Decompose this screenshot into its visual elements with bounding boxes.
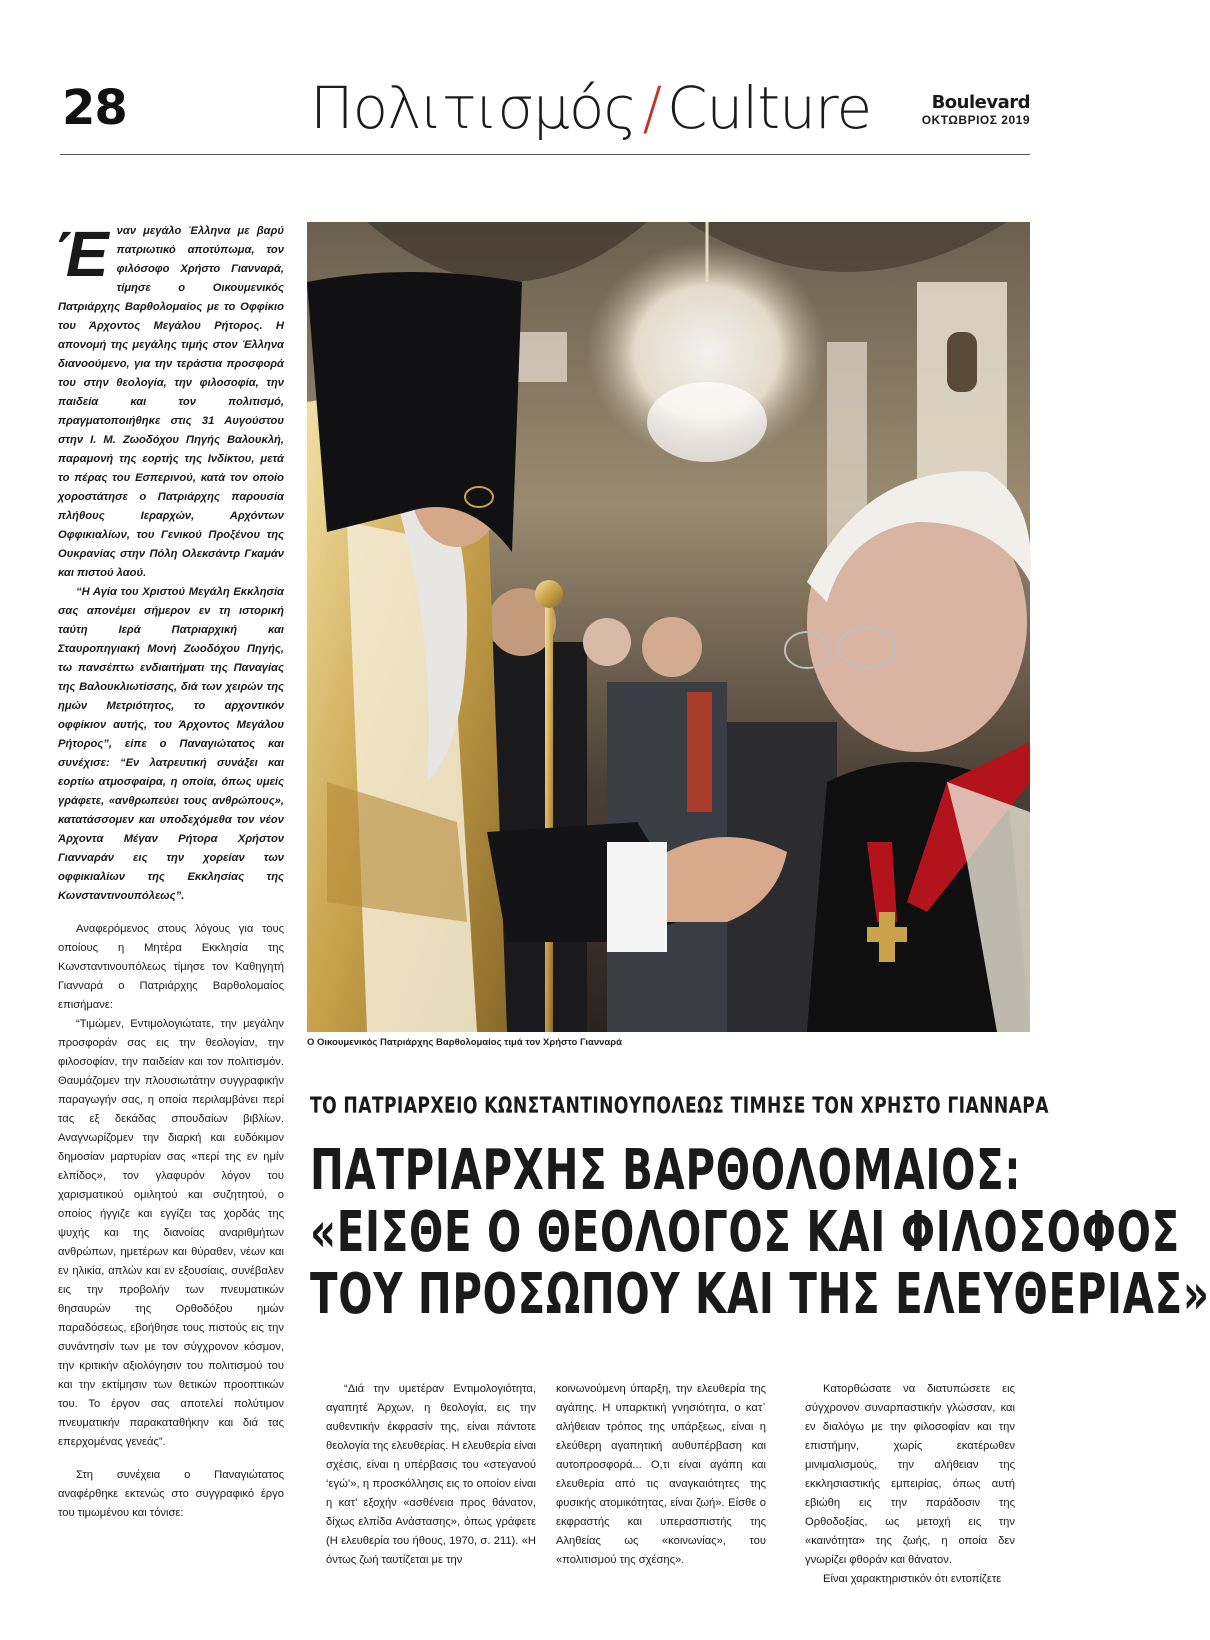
article-column-2 xyxy=(556,1380,766,1570)
body-paragraph: Είναι χαρακτηριστικόν ότι εντοπίζετε xyxy=(823,1573,1002,1585)
issue-date: ΟΚΤΩΒΡΙΟΣ 2019 xyxy=(921,113,1030,127)
article-photo xyxy=(307,222,1030,1032)
drop-cap: Έ xyxy=(54,218,109,290)
headline-line-2: «ΕΙΣΘΕ Ο ΘΕΟΛΟΓΟΣ ΚΑΙ ΦΙΛΟΣΟΦΟΣ xyxy=(310,1200,1180,1265)
body-paragraph: Κατορθώσατε να διατυπώσετε εις σύγχρονον συναρπαστικήν γλώσσαν, και εν διαλόγω με την φιλοσοφίαν και την επιστήμην, χωρίς εκατέρωθεν μινιμαλισμούς, την αλήθειαν της εκκλησιαστικής εμπειρίας, όπως αυτή εβιώθη εις την παράδοσιν της Ορθοδοξίας, ως μετοχή εις την «καινότητα» της ζωής, η οποία δεν γνωρίζει φθοράν και θάνατον. xyxy=(805,1383,1015,1566)
article-headline xyxy=(310,1138,1210,1327)
magazine-brand xyxy=(922,94,1030,127)
body-paragraph: Αναφερόμενος στους λόγους για τους οποίους η Μητέρα Εκκλησία της Κωνσταντινουπόλεως τίμησε τον Καθηγητή Γιανναρά ο Πατριάρχης Βαρθολομαίος επισήμανε: xyxy=(58,923,284,1011)
body-paragraph: κοινωνούμενη ύπαρξη, την ελευθερία της αγάπης. Η υπαρκτική γνησιότητα, ο κατ᾽ αλήθειαν τρόπος της υπάρξεως, είναι η ελεύθερη αγαπητική αυθυπέρβαση και αυτοπροσφορά... Ο,τι είναι αγάπη και ελευθερία από τις αναγκαιότητες της φυσικής ατομικότητας, είναι ζωή». Είσθε ο εκφραστής και υπερασπιστής της Αληθείας ως «κοινωνίας», του «πολιτισμού της σχέσης». xyxy=(556,1383,766,1566)
photo-caption: Ο Οικουμενικός Πατριάρχης Βαρθολομαίος τιμά τον Χρήστο Γιανναρά xyxy=(307,1037,622,1048)
headline-line-3: ΤΟΥ ΠΡΟΣΩΠΟΥ ΚΑΙ ΤΗΣ ΕΛΕΥΘΕΡΙΑΣ» xyxy=(310,1262,1210,1327)
article-column-3 xyxy=(805,1380,1015,1589)
body-paragraph: Στη συνέχεια ο Παναγιώτατος αναφέρθηκε εκτενώς στο συγγραφικό έργο του τιμωμένου και τόνισε: xyxy=(58,1469,284,1519)
intro-text: ναν μεγάλο Έλληνα με βαρύ πατριωτικό αποτύπωμα, τον φιλόσοφο Χρήστο Γιανναρά, τίμησε ο Οικουμενικός Πατριάρχης Βαρθολομαίος με το Οφφίκιο του Άρχοντος Μεγάλου Ρήτορος. Η απονομή της μεγάλης τιμής στον Έλληνα διανοούμενο, για την τεράστια προσφορά του στην θεολογία, την φιλοσοφία, την παιδεία και τον πολιτισμό, πραγματοποιήθηκε στις 31 Αυγούστου στην Ι. Μ. Ζωοδόχου Πηγής Βαλουκλή, παραμονή της εορτής της Ινδίκτου, μετά το πέρας του Εσπερινού, κατά τον οποίο χοροστάτησε ο Πατριάρχης παρουσία πλήθους Ιεραρχών, Αρχόντων Οφφικιαλίων, του Γενικού Προξένου της Ουκρανίας στην Πόλη Ολεκσάντρ Γκαμάν και πιστού λαού. xyxy=(58,225,284,579)
section-title-english: Culture xyxy=(667,74,872,142)
article-column-1 xyxy=(326,1380,536,1570)
brand-name: Boulevard xyxy=(931,92,1030,113)
header-divider xyxy=(60,154,1030,155)
section-title-greek: Πολιτισμός xyxy=(310,74,637,142)
intro-paragraph xyxy=(54,218,284,583)
quote-paragraph: “Η Αγία του Χριστού Μεγάλη Εκκλησία σας απονέμει σήμερον εν τη ιστορική ταύτη Ιερά Πατριαρχική και Σταυροπηγιακή Μονή Ζωοδόχου Πηγής, τω πανσέπτω ενδιαιτήματι της Παναγίας της Βαλουκλιωτίσσης, διά των χειρών της ημών Μετριότητος, το αρχοντικόν οφφίκιον αυτής, του Άρχοντος Μεγάλου Ρήτορος”, είπε ο Παναγιώτατος και συνέχισε: “Εν λατρευτική συνάξει και εορτίω ατμοσφαίρα, η οποία, όπως υμείς γράφετε, «ανθρωπεύει τους ανθρώπους», κατατάσσομεν και υποδεχόμεθα τον νέον Άρχοντα Μέγαν Ρήτορα Χρήστον Γιανναράν εις την χορείαν των οφφικιαλίων της Εκκλησίας της Κωνσταντινουπόλεως”. xyxy=(58,586,284,902)
section-separator: / xyxy=(642,74,661,142)
page-number: 28 xyxy=(62,80,127,136)
section-title xyxy=(310,74,871,142)
left-column-text xyxy=(54,218,284,1523)
body-paragraph: “Διά την υμετέραν Εντιμολογιότητα, αγαπητέ Άρχων, η θεολογία, εις την αυθεντικήν έκφρασίν της, είναι πάντοτε θεολογία της ελευθερίας. Η ελευθερία είναι σχέσις, είναι η υπέρβασις του «στεγανού ‘εγώ’», η προσκόλλησις εις το οποίον είναι η κατ’ εξοχήν «ασθένεια προς θάνατον, δίχως ελπίδα Ανάστασης», όπως γράφετε (Η ελευθερία του ήθους, 1970, σ. 211). «Η όντως ζωή ταυτίζεται με την xyxy=(326,1383,537,1566)
body-paragraph: “Τιμώμεν, Εντιμολογιώτατε, την μεγάλην προσφοράν σας εις την θεολογίαν, την φιλοσοφίαν, την παιδείαν και τον πολιτισμόν. Θαυμάζομεν την πλουσιωτάτην συγγραφικήν παραγωγήν σας, η οποία περιλαμβάνει περί τας εξ δεκάδας σπουδαίων βιβλίων. Αναγνωρίζομεν την διαρκή και ευδόκιμον δημοσίαν μαρτυρίαν σας «περί της εν ημίν ελπίδος», τον γλαφυρόν λόγον του χαρισματικού ομιλητού και συζητητού, ο οποίος ήγγιζε και εγγίζει τας χορδάς της ψυχής και της διανοίας αναριθμήτων ανθρώπων, ημετέρων και θύραθεν, νέων και εν ηλικία, απλών και εν εξουσίαις, συνέβαλεν εις την προβολήν των πνευματικών θησαυρών της Ορθοδόξου ημών παραδόσεως, εβοήθησε τους πιστούς εις την συνάντησίν των με τον σύγχρονον κόσμον, την κριτικήν αξιολόγησιν του πολιτισμού του και την εκτίμησιν των θετικών προοπτικών του. Το έργον σας αποτελεί πολύτιμον πνευματικήν παρακαταθήκην και διά τας επερχομένας γενεάς”. xyxy=(58,1018,284,1448)
article-kicker: ΤΟ ΠΑΤΡΙΑΡΧΕΙΟ ΚΩΝΣΤΑΝΤΙΝΟΥΠΟΛΕΩΣ ΤΙΜΗΣΕ ΤΟΝ ΧΡΗΣΤΟ ΓΙΑΝΝΑΡΑ xyxy=(310,1094,1049,1119)
headline-line-1: ΠΑΤΡΙΑΡΧΗΣ ΒΑΡΘΟΛΟΜΑΙΟΣ: xyxy=(310,1138,1022,1203)
